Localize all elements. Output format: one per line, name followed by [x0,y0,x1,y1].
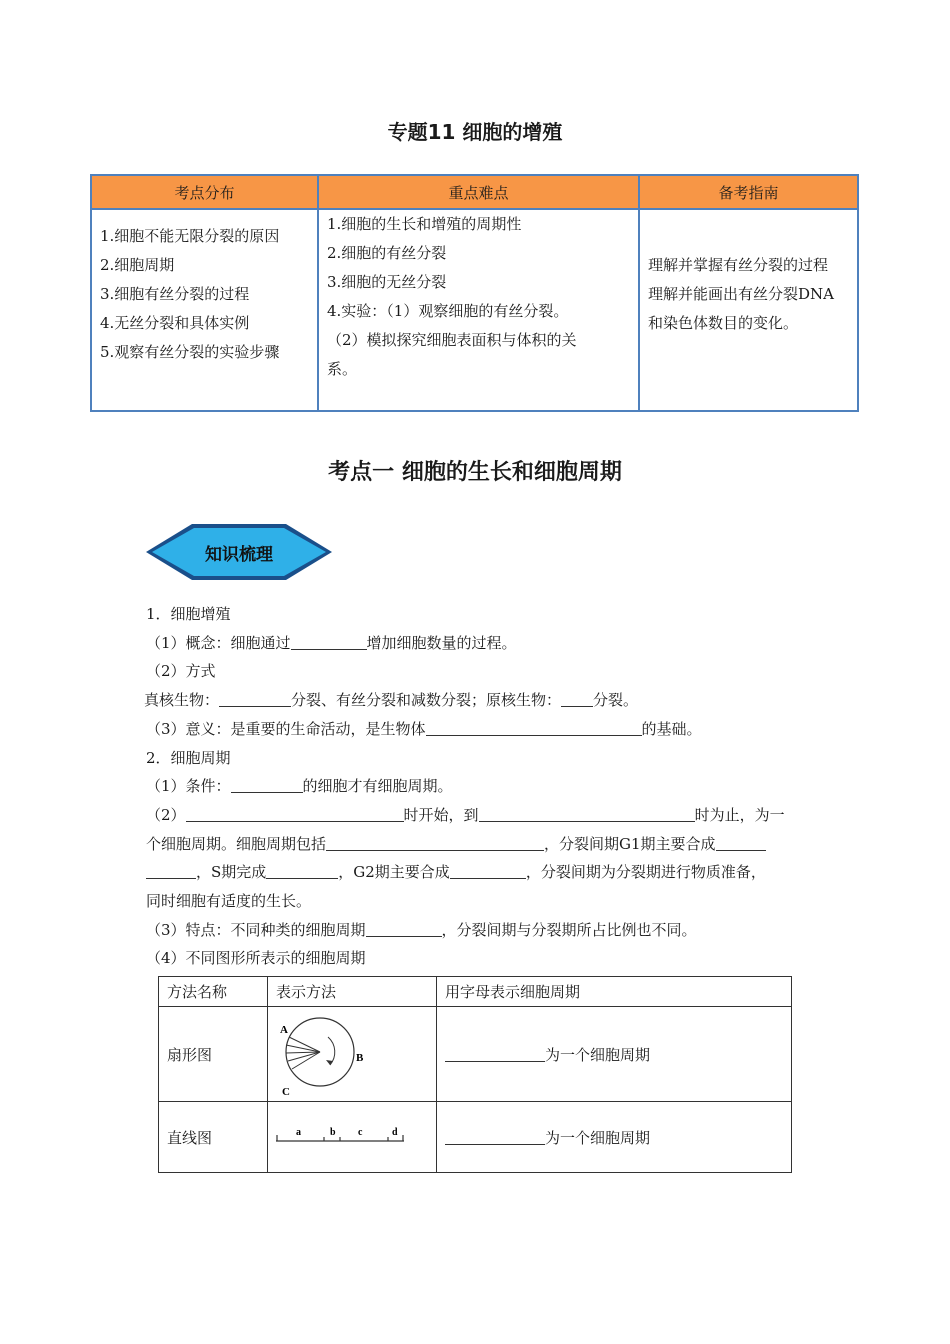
line-label-b: b [330,1127,336,1138]
line-diagram [268,1115,418,1155]
blank-line [561,691,593,707]
line-label-d: d [392,1127,398,1138]
overview-header-3: 备考指南 [639,175,858,209]
page-title: 专题11 细胞的增殖 [387,120,563,144]
overview-item: 和染色体数目的变化。 [648,314,799,332]
line-label-a: a [296,1127,301,1138]
method-answer [437,1102,792,1173]
overview-item: （2）模拟探究细胞表面积与体积的关 [327,331,577,349]
text: （1）条件： [146,777,231,796]
overview-item: 4.实验：（1）观察细胞的有丝分裂。 [327,302,569,320]
overview-item: 1.细胞的生长和增殖的周期性 [327,215,522,233]
sector-label-a: A [280,1024,288,1036]
blank-line [266,863,338,879]
table-row [159,1102,792,1173]
overview-cell-2 [318,209,639,411]
text: ，分裂间期为分裂期进行物质准备， [525,863,766,882]
blank-line [231,777,303,793]
overview-cell-1 [91,209,318,411]
overview-item: 理解并掌握有丝分裂的过程 [648,256,829,274]
text: 为一个细胞周期 [545,1045,651,1064]
heading-cell-proliferation: 1．细胞增殖 [146,605,231,623]
blank-line [291,634,367,650]
sector-diagram [268,1007,378,1097]
text: （2） [146,805,186,824]
text: 分裂、有丝分裂和减数分裂；原核生物： [291,691,562,710]
blank-line [445,1046,545,1062]
table-row [159,1007,792,1102]
text: ，分裂间期G1期主要合成 [544,834,716,853]
overview-item: 2.细胞的有丝分裂 [327,244,447,262]
overview-item: 理解并能画出有丝分裂DNA [648,285,834,303]
blank-line [479,806,695,822]
blank-line [450,863,526,879]
method-answer [437,1007,792,1102]
overview-item: 1.细胞不能无限分裂的原因 [100,227,280,245]
methods-header-2: 表示方法 [268,977,437,1007]
methods-header-3: 用字母表示细胞周期 [437,977,792,1007]
text: 同时细胞有适度的生长。 [146,892,312,911]
sector-diagram-cell [268,1007,437,1102]
text: 为一个细胞周期 [545,1128,651,1147]
blank-line [445,1129,545,1145]
blank-line [219,691,291,707]
methods-table [158,976,792,1173]
text: 个细胞周期。细胞周期包括 [146,834,327,853]
overview-item: 3.细胞有丝分裂的过程 [100,285,250,303]
blank-line [426,720,642,736]
text: （1）概念：细胞通过 [146,633,291,652]
text: 真核生物： [144,691,220,710]
section-title: 考点一 细胞的生长和细胞周期 [328,460,622,485]
badge-label: 知识梳理 [205,545,273,565]
overview-item: 5.观察有丝分裂的实验步骤 [100,343,280,361]
line-diagram-cell [268,1102,437,1173]
overview-header-1: 考点分布 [91,175,318,209]
text: （3）特点：不同种类的细胞周期 [146,920,366,939]
blank-line [716,835,766,851]
text: 增加细胞数量的过程。 [366,633,517,652]
text: （2）方式 [146,662,216,681]
text: 分裂。 [593,691,639,710]
text: ，S期完成 [196,863,267,882]
overview-item: 4.无丝分裂和具体实例 [100,314,250,332]
line-label-c: c [358,1127,363,1138]
blank-line [366,921,442,937]
text: （4）不同图形所表示的细胞周期 [146,949,366,968]
sector-label-c: C [282,1086,290,1097]
blank-line [146,863,196,879]
overview-item: 3.细胞的无丝分裂 [327,273,447,291]
text: 的细胞才有细胞周期。 [302,777,453,796]
heading-cell-cycle: 2．细胞周期 [146,748,231,767]
overview-item: 系。 [327,360,358,378]
overview-item: 2.细胞周期 [100,256,175,274]
text: （3）意义：是重要的生命活动，是生物体 [146,719,426,738]
text: 的基础。 [641,719,702,738]
sector-label-b: B [356,1052,364,1064]
text: 时开始，到 [403,805,479,824]
blank-line [326,835,544,851]
overview-header-2: 重点难点 [318,175,639,209]
method-name: 扇形图 [159,1007,268,1102]
content-block [146,600,810,973]
text: ，G2期主要合成 [338,863,450,882]
blank-line [186,806,404,822]
overview-table [90,174,859,412]
methods-header-1: 方法名称 [159,977,268,1007]
overview-cell-3 [639,209,858,411]
method-name: 直线图 [159,1102,268,1173]
text: 时为止，为一 [694,805,785,824]
text: ，分裂间期与分裂期所占比例也不同。 [441,920,697,939]
